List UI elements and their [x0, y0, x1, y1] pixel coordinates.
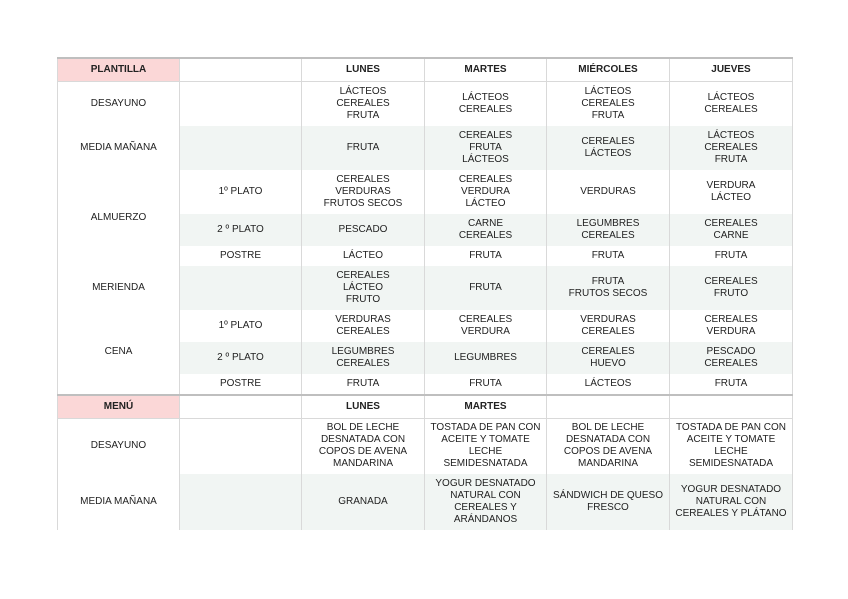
cell: FRUTA [425, 266, 547, 310]
cell: CEREALES VERDURA LÁCTEO [425, 170, 547, 214]
cell: FRUTA [670, 374, 793, 395]
cell: LEGUMBRES CEREALES [302, 342, 425, 374]
header-day: JUEVES [670, 58, 793, 82]
course-label [180, 474, 302, 530]
cell: LEGUMBRES CEREALES [547, 214, 670, 246]
course-label [180, 418, 302, 474]
cell: VERDURAS CEREALES [547, 310, 670, 342]
meal-label: MEDIA MAÑANA [58, 126, 180, 170]
course-label: 1º PLATO [180, 170, 302, 214]
plantilla-header-row [58, 58, 793, 82]
meal-label: ALMUERZO [58, 170, 180, 266]
cell: FRUTA [302, 126, 425, 170]
cell: FRUTA [425, 246, 547, 266]
table-row [58, 418, 793, 474]
menu-header-row [58, 395, 793, 419]
plantilla-tag: PLANTILLA [58, 58, 180, 82]
cell: CEREALES CARNE [670, 214, 793, 246]
cell: CARNE CEREALES [425, 214, 547, 246]
course-label [180, 126, 302, 170]
plantilla-table [57, 57, 793, 530]
cell: LÁCTEOS CEREALES FRUTA [670, 126, 793, 170]
cell: CEREALES FRUTO [670, 266, 793, 310]
cell: VERDURAS CEREALES [302, 310, 425, 342]
cell: CEREALES LÁCTEOS [547, 126, 670, 170]
cell: BOL DE LECHE DESNATADA CON COPOS DE AVENA MANDARINA [547, 418, 670, 474]
header-day: MIÉRCOLES [547, 58, 670, 82]
header-blank [180, 395, 302, 419]
course-label: POSTRE [180, 374, 302, 395]
menu-sheet [57, 57, 792, 530]
cell: TOSTADA DE PAN CON ACEITE Y TOMATE LECHE SEMIDESNATADA [425, 418, 547, 474]
course-label: POSTRE [180, 246, 302, 266]
table-row [58, 474, 793, 530]
cell: CEREALES VERDURAS FRUTOS SECOS [302, 170, 425, 214]
cell: VERDURAS [547, 170, 670, 214]
cell: LÁCTEOS CEREALES FRUTA [547, 82, 670, 126]
cell: LÁCTEOS CEREALES [670, 82, 793, 126]
meal-label: DESAYUNO [58, 82, 180, 126]
cell: PESCADO CEREALES [670, 342, 793, 374]
table-row [58, 310, 793, 342]
cell: BOL DE LECHE DESNATADA CON COPOS DE AVENA MANDARINA [302, 418, 425, 474]
cell: YOGUR DESNATADO NATURAL CON CEREALES Y ARÁNDANOS [425, 474, 547, 530]
cell: FRUTA [425, 374, 547, 395]
header-day: MARTES [425, 395, 547, 419]
meal-label: CENA [58, 310, 180, 395]
cell: FRUTA [302, 374, 425, 395]
cell: SÁNDWICH DE QUESO FRESCO [547, 474, 670, 530]
table-row [58, 266, 793, 310]
cell: PESCADO [302, 214, 425, 246]
cell: TOSTADA DE PAN CON ACEITE Y TOMATE LECHE SEMIDESNATADA [670, 418, 793, 474]
course-label: 2 º PLATO [180, 342, 302, 374]
header-day [670, 395, 793, 419]
cell: LÁCTEOS CEREALES [425, 82, 547, 126]
table-row [58, 170, 793, 214]
cell: LEGUMBRES [425, 342, 547, 374]
cell: CEREALES FRUTA LÁCTEOS [425, 126, 547, 170]
menu-tag: MENÚ [58, 395, 180, 419]
cell: CEREALES LÁCTEO FRUTO [302, 266, 425, 310]
cell: CEREALES HUEVO [547, 342, 670, 374]
cell: CEREALES VERDURA [670, 310, 793, 342]
cell: LÁCTEOS CEREALES FRUTA [302, 82, 425, 126]
table-row [58, 126, 793, 170]
meal-label: DESAYUNO [58, 418, 180, 474]
meal-label: MERIENDA [58, 266, 180, 310]
course-label [180, 82, 302, 126]
cell: FRUTA [670, 246, 793, 266]
cell: FRUTA [547, 246, 670, 266]
cell: LÁCTEO [302, 246, 425, 266]
cell: VERDURA LÁCTEO [670, 170, 793, 214]
meal-label: MEDIA MAÑANA [58, 474, 180, 530]
cell: FRUTA FRUTOS SECOS [547, 266, 670, 310]
cell: CEREALES VERDURA [425, 310, 547, 342]
header-day: MARTES [425, 58, 547, 82]
cell: GRANADA [302, 474, 425, 530]
cell: LÁCTEOS [547, 374, 670, 395]
header-day [547, 395, 670, 419]
course-label [180, 266, 302, 310]
course-label: 1º PLATO [180, 310, 302, 342]
table-row [58, 82, 793, 126]
header-blank [180, 58, 302, 82]
cell: YOGUR DESNATADO NATURAL CON CEREALES Y PLÁTANO [670, 474, 793, 530]
header-day: LUNES [302, 58, 425, 82]
course-label: 2 º PLATO [180, 214, 302, 246]
header-day: LUNES [302, 395, 425, 419]
